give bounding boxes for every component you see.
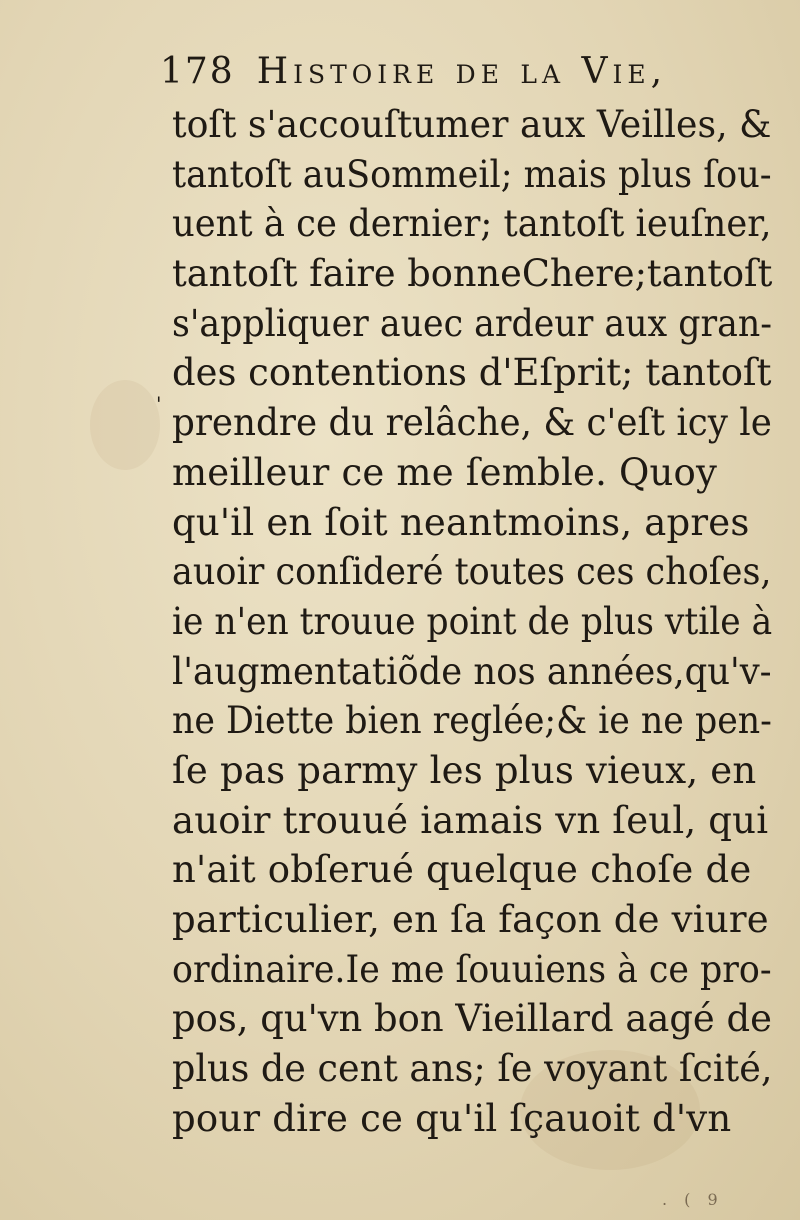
text-line: meilleur ce me ſemble. Quoy (172, 450, 718, 494)
text-line: pour dire ce qu'il ſçauoit d'vn (172, 1096, 732, 1140)
text-line: pos, qu'vn bon Vieillard aagé de (172, 997, 772, 1041)
text-line: tantoſt auSommeil; mais plus ſou- (172, 152, 772, 196)
text-line: auoir conſideré toutes ces choſes, (172, 550, 772, 594)
text-line: s'appliquer auec ardeur aux gran- (172, 301, 772, 345)
text-line: qu'il en ſoit neantmoins, apres (172, 500, 750, 544)
body-text (172, 100, 772, 1143)
running-title: Histoire de la Vie, (256, 51, 668, 92)
text-line: des contentions d'Eſprit; tantoſt (172, 351, 772, 395)
text-line: ie n'en trouue point de plus vtile à (172, 599, 773, 643)
text-line: uent à ce dernier; tantoſt ieuſner, (172, 202, 772, 246)
text-line: ordinaire.Ie me ſouuiens à ce pro- (172, 947, 772, 991)
page-number: 178 (160, 51, 235, 92)
text-line: auoir trouué iamais vn ſeul, qui (172, 798, 769, 842)
margin-mark: ' (156, 392, 162, 416)
text-line: n'ait obſerué quelque choſe de (172, 848, 752, 892)
text-line: prendre du relâche, & c'eſt icy le (172, 401, 772, 445)
text-line: particulier, en ſa façon de viure (172, 898, 769, 941)
text-line: toſt s'accouſtumer aux Veilles, & (172, 103, 772, 146)
running-header (160, 48, 667, 96)
page-stain (90, 380, 160, 470)
text-line: ſe pas parmy les plus vieux, en (172, 748, 757, 792)
text-line: tantoſt faire bonneChere;tantoſt (172, 252, 773, 296)
text-line: l'augmentatiõde nos années,qu'v- (172, 649, 772, 693)
text-line: ne Diette bien reglée;& ie ne pen- (172, 699, 772, 743)
text-line: plus de cent ans; ſe voyant ſcité, (172, 1047, 773, 1091)
bottom-mark: . ( 9 (662, 1190, 724, 1209)
